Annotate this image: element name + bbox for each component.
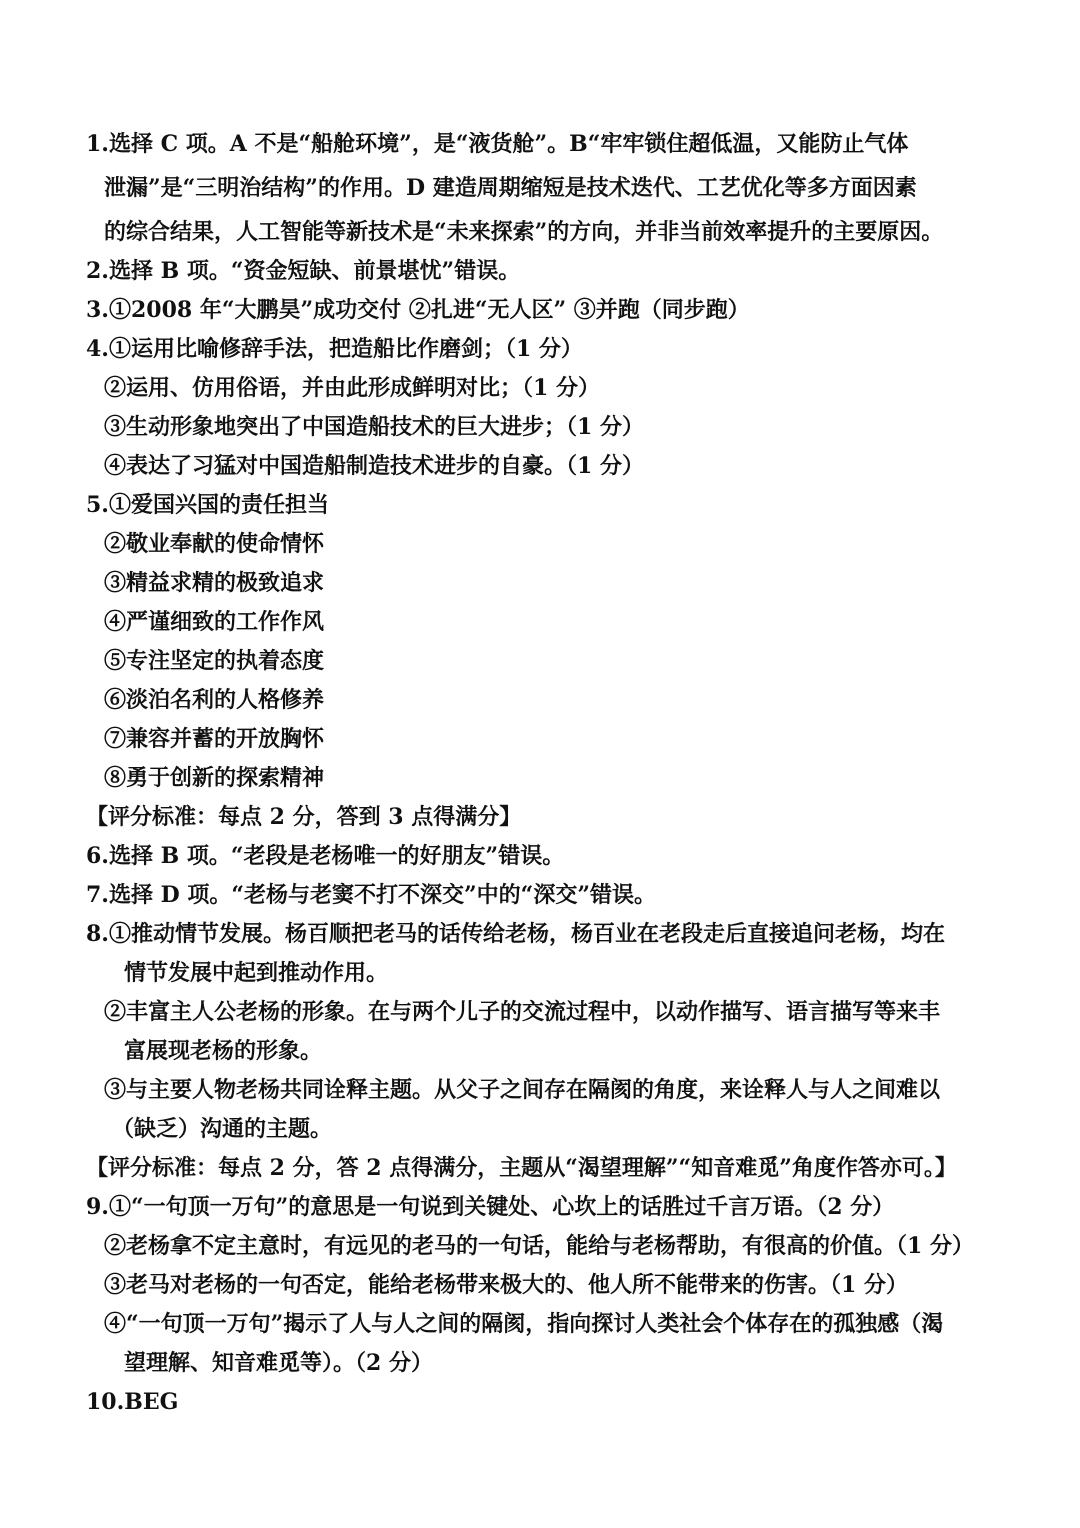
q4-line-2: ②运用、仿用俗语，并由此形成鲜明对比；（1 分） [104, 375, 600, 401]
q5-line-3: ③精益求精的极致追求 [104, 570, 325, 596]
q9-line-3: ③老马对老杨的一句否定，能给老杨带来极大的、他人所不能带来的伤害。（1 分） [104, 1272, 908, 1298]
q10-line: 10.BEG [86, 1389, 179, 1415]
q9-line-5: 望理解、知音难觅等）。（2 分） [124, 1350, 433, 1376]
q1-line-2: 泄漏”是“三明治结构”的作用。D 建造周期缩短是技术迭代、工艺优化等多方面因素 [104, 175, 917, 201]
q8-line-1: 8.①推动情节发展。杨百顺把老马的话传给老杨，杨百业在老段走后直接追问老杨，均在 [86, 921, 945, 947]
q1-line-3: 的综合结果，人工智能等新技术是“未来探索”的方向，并非当前效率提升的主要原因。 [104, 219, 944, 245]
q8-line-5: ③与主要人物老杨共同诠释主题。从父子之间存在隔阂的角度，来诠释人与人之间难以 [104, 1077, 941, 1103]
q6-line: 6.选择 B 项。“老段是老杨唯一的好朋友”错误。 [86, 843, 565, 869]
q8-line-3: ②丰富主人公老杨的形象。在与两个儿子的交流过程中，以动作描写、语言描写等来丰 [104, 999, 941, 1025]
q4-line-1: 4.①运用比喻修辞手法，把造船比作磨剑；（1 分） [86, 336, 583, 362]
q5-line-5: ⑤专注坚定的执着态度 [104, 648, 325, 674]
q9-line-4: ④“一句顶一万句”揭示了人与人之间的隔阂，指向探讨人类社会个体存在的孤独感（渴 [104, 1311, 944, 1337]
q5-scoring-note: 【评分标准：每点 2 分，答到 3 点得满分】 [86, 804, 522, 830]
q4-line-3: ③生动形象地突出了中国造船技术的巨大进步；（1 分） [104, 414, 644, 440]
q5-line-1: 5.①爱国兴国的责任担当 [86, 492, 329, 518]
q9-line-1: 9.①“一句顶一万句”的意思是一句说到关键处、心坎上的话胜过千言万语。（2 分） [86, 1194, 895, 1220]
q3-line: 3.①2008 年“大鹏昊”成功交付 ②扎进“无人区” ③并跑（同步跑） [86, 297, 750, 323]
q2-line: 2.选择 B 项。“资金短缺、前景堪忧”错误。 [86, 258, 521, 284]
q8-line-2: 情节发展中起到推动作用。 [124, 960, 389, 986]
q8-scoring-note: 【评分标准：每点 2 分，答 2 点得满分，主题从“渴望理解”“知音难觅”角度作答亦可。】 [86, 1155, 957, 1181]
q8-line-4: 富展现老杨的形象。 [124, 1038, 323, 1064]
q8-line-6: （缺乏）沟通的主题。 [112, 1116, 333, 1142]
q5-line-2: ②敬业奉献的使命情怀 [104, 531, 325, 557]
q9-line-2: ②老杨拿不定主意时，有远见的老马的一句话，能给与老杨帮助，有很高的价值。（1 分） [104, 1233, 974, 1259]
q5-line-6: ⑥淡泊名利的人格修养 [104, 687, 325, 713]
q7-line: 7.选择 D 项。“老杨与老窦不打不深交”中的“深交”错误。 [86, 882, 656, 908]
q4-line-4: ④表达了习猛对中国造船制造技术进步的自豪。（1 分） [104, 453, 644, 479]
q5-line-4: ④严谨细致的工作作风 [104, 609, 325, 635]
q5-line-8: ⑧勇于创新的探索精神 [104, 765, 325, 791]
q1-line-1: 1.选择 C 项。A 不是“船舱环境”，是“液货舱”。B“牢牢锁住超低温，又能防止气体 [86, 131, 909, 157]
q5-line-7: ⑦兼容并蓄的开放胸怀 [104, 726, 325, 752]
